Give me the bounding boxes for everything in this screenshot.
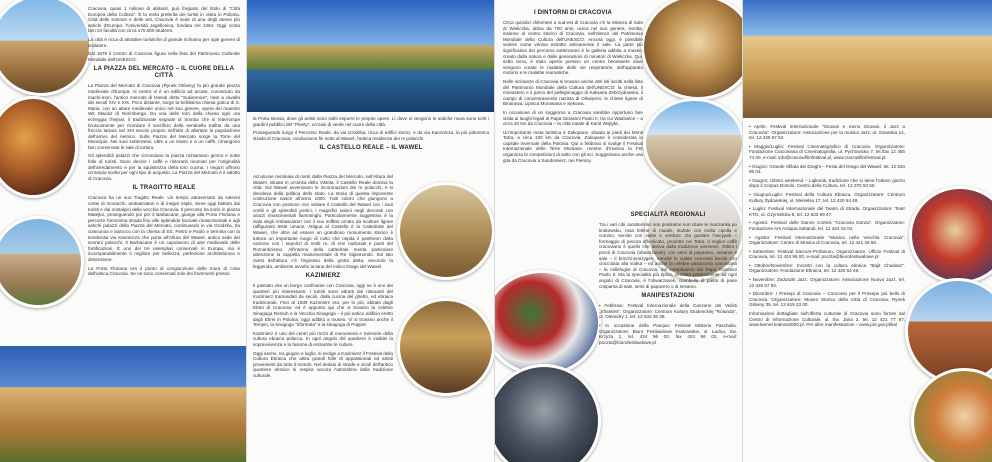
section-heading: SPECIALITÀ REGIONALI bbox=[630, 212, 706, 218]
photo-florian-gate-circle bbox=[0, 216, 84, 308]
page-3 bbox=[494, 0, 743, 462]
paragraph: la Porta stessa, dove gli artisti sono soliti esporre le proprie opere. Lì dove si vengono le antiche mura sono sorti i giardini pubblici del "Planty", un'oasi di verde nel cuore della città. bbox=[253, 116, 489, 127]
paragraph: La città è ricca di attrattive turistiche di grande richiamo per ogni genere di visitatore. bbox=[88, 36, 240, 48]
text-column-page-3-top bbox=[503, 6, 643, 166]
photo-market-square bbox=[743, 0, 992, 118]
paragraph: Il passato vira un borgo confinante con Cracovia, oggi ne è uno dei quartieri più interessanti. I turisti sono attratti dai ristoranti del Kazimierz tramandati da secoli, dalla cucina del ghetto, ed ebraica tradizionale. Fino al 1939 Kazimierz era, per lo più, abitato dagli Ebrei di Cracovia: ed è appunto qui che si trovano la celebre Sinagoga Remuh e la Vecchia Sinagoga – il più antico edificio eretto dagli Ebrei in Polonia, oggi adibito a museo. Vi si trovano anche il Tempio, la sinagoga "riformata" e la sinagoga di Popper. bbox=[253, 283, 393, 328]
event-item: • Febbraio: Festival Internazionale della Canzone dei Velisti „Shanties". Organizzatore: Centrum Kultury Studenckiej "Rotunda", ul. Oleandry 1, tel. 12 633 35 38. bbox=[599, 303, 737, 320]
paragraph: La Piazza del Mercato di Cracovia (Rynek Główny) fa più grande piazza medievale d'Europa. Al centro vi è un edificio ad arcate, conosciuto da machi-mori, l'antico mercato di tessuti detto "Sukiennice", nato a cavallo dei secoli XIV e XIX. Poco distante, sorge la bellissima chiesa gotica di S. Maria, con un altare medievale unico nel suo genere, opera del maestro Wit Stwosz di Norimberga. Da una delle torri della chiesa ogni ora echeggia l'hejnał, il tradizionale segnale di tromba che si interrompe bruscamente per ricordare il sacrificio della sentinella trafitta da una freccia tartara nel XIII secolo proprio nell'atto di allertare la popolazione dell'arrivo del nemico. Sulla Piazza del Mercato sorge la Torre del Municipio. Nei suoi sotterranei, oltre a un teatro e a un caffè, rimangono ben conservate le sale di tortura. bbox=[88, 83, 240, 150]
event-item: Informazioni dettagliate sull'offerta culturale di Cracovia sono fornite dal Centro di Informazione Culturale, ul. Św. Jana 2, tel. 12 421 77 87, www.karnet.krakow2000.pl. Per altre manifestazioni – www.pot.gov.pl/kal bbox=[749, 311, 905, 328]
event-item: • In occasione della Pasqua: Festival Misteria Paschalia. Organizzatore: Biuro Festiwalowe Krakowskie, ul. Ładna, Sw. Krzyża 1, tel. 424 96 00, fax 424 96 02, e-mail: poczta@biurofestiwalowe.pl bbox=[599, 322, 737, 345]
photo-sanctuary-circle bbox=[643, 98, 743, 188]
event-item: • Giugno/Luglio: Festival della Cultura Ebraica. Organizzatore: Centrum Kultury Żydowskiej, ul. Meiselsa 17, tel. 12 430 64 49. bbox=[749, 191, 905, 203]
event-item: • Settembre: Festival Sacrum-Profanum. Organizzatore: Ufficio Festival di Cracovia, tel. 12 424 96 00, e-mail: poczta@biurofestiwalowe.pl bbox=[749, 248, 905, 260]
photo-church-bell-circle bbox=[494, 364, 601, 462]
event-item: • Giugno: Ultimo weekend – Lajkonik, tradizione che si tiene l'ottavo giorno dopo il Corpus Domini. Centro della Cultura, tel. 12 370 50 50. bbox=[749, 177, 905, 189]
paragraph: Kazimierz è uno dei centri più ricchi di monumenti e memorie della cultura ebraica polacca. In ogni angolo del quartiere è visibile la sopravvivenza e la fusione di entrambe le culture. bbox=[253, 330, 393, 348]
event-item: • Ottobre/Novembre: Incontri con la cultura ebraica "Bajit Chadasz". Organizzatore: Fondazione Ebraica, tel. 12 430 64 49. bbox=[749, 262, 905, 274]
photo-salt-mine-circle bbox=[641, 0, 743, 100]
paragraph: Oggi anche, tra giugno e luglio, si svolge a Kazimierz il Festival della Cultura Ebraica che attira grandi folle di appassionati ed artisti provenienti da tutto il mondo. Nel dedalo di strade e vicoli dell'antico quartiere ebraico si respira ancora l'atmosfera della tradizione culturale. bbox=[253, 350, 393, 378]
text-column-page-3-bottom bbox=[599, 208, 737, 348]
event-item: • Agosto: Festival delle Danze Cortesi "Cracovia Danza". Organizzatore: Fondazione Ars Antiqua Saltandi, tel. 12 424 15 04. bbox=[749, 220, 905, 231]
paragraph: Gli splendidi palazzi che circondano la piazza richiamano giorno e notte folle di turisti. Sono decine i caffè e ristoranti rinomati per l'originalità dell'arredamento e per la squisitezza della loro cucina. I negozi offrono un'ampia scelta per ogni tipo di acquisto. La Piazza del Mercato è il salotto di Cracovia. bbox=[88, 153, 240, 181]
paragraph: Nelle vicinanze di Cracovia si trovano anche altri siti iscritti nella lista del Patrimonio Mondiale della Cultura dell'UNESCO: la chiesa, il monastero e il parco del pellegrinaggio di Kalwaria Zebrzydowska, il campo di concentramento nazista di Oświęcim; le chiese lignee di Binarowa, Lipnica Murowana e Sękowa. bbox=[503, 78, 643, 107]
photo-wawel-river bbox=[247, 0, 495, 112]
event-item: • Agosto: Festival Internazionale "Musica nella Vecchia Cracovia". Organizzatore: Centro di Musica di Cracovia, tel. 12 421 45 66. bbox=[749, 234, 905, 246]
photo-nativity-cribs-circle bbox=[494, 270, 601, 376]
photo-theatre-building bbox=[0, 346, 246, 462]
paragraph: Cracovia, quasi 1 milione di abitanti, può fregiarsi del titolo di "Città Europea della Cultura". È la meta preferita dei turisti in visita in Polonia. Città delle scienze e delle arti, Cracovia è sede di una degli atenei più antichi d'Europa: l'Università Jagellonica, fondata nel 1364. Oggi conta ben 24 facoltà con circa 170.000 studenti. bbox=[88, 6, 240, 34]
paragraph: Cracovia ha un suo Tragitto Reale. Un tempo attraversato da solenni cortei di monarchi, ambasciatori e di insigni ospiti, viene oggi battuto dai turisti e dai nostalgici della vecchia Cracovia. Il percorso ha inizio in piazza Matejko, proseguendo poi per il Barbacane, giunge alla Porta Floriana e percorre l'omonima strada fino alle splendide facciate rinascimentali e agli antichi palazzi della Piazza del Mercato, continuando in via Grodzka, tra ciascunoa e barocco con la chiesa di SS. Pietro e Paolo e termina con la tenebrosa via Kanonicza che porta all'Altura del Wawel, antica sede dei sovrani polacchi. Il Barbacane è un capolavoro di arte medievale delle fortificazioni. È uno dei tre esemplari conservati in Europa, ma è incomparabilmente il migliore per bellezza, perfezione architettonica e dimensione. bbox=[88, 195, 240, 262]
paragraph: Circa quindici chilometri a sud-est di Cracovia c'è la Miniera di Sale di Wieliczka, attiva da 700 anni, unica nel suo genere, iscritta, insieme al centro storico di Cracovia, nell'elenco del Patrimonio Mondiale della Cultura dell'UNESCO. Ancora oggi, è possibile vedere come veniva estratto anticamente il sale. La parte più significativa del percorso sotterraneo è la galleria adibita a museo, creato dalla natura e dalle generazioni di minatori di Wieliczka. Qui, sotto terra, è stato aperto persino un centro benessere dove vengono curate le malattie delle vie respiratorie, dell'apparato motorio e le malattie reumatiche. bbox=[503, 20, 643, 76]
photo-cathedral-detail-circle bbox=[397, 298, 495, 396]
text-column-page-4 bbox=[749, 124, 905, 331]
paragraph: Tra i vari cibi caratteristici non possiamo non citare le maczanka po krakowsku, rosa fettine di maiale, stufate con molta cipolla e comino, servite con salse e verdure. Da gustare l'oscypek – formaggio di pecora affumicato, prodotto nei Tatra. Il miglior caffè cracoviano è quello che deriva dalla tradizione viennese. Ottimi i precli di Cracovia (obwarzanek), con semi di papavero, sesamo e sale – il bricchi-proizygen, nonché le cialde croccanti farcite con cioccolata alla vodka – ed anche la celebre pasticceria cracoviana – la millefoglie di Cracovia, del compleanno del Papa Giovanni Paolo II. Ma la specialità più tipica, venduta praticamente ad ogni angolo di Cracovia, è l'obwarzanek, ciambella di pasta di pane cosparsa di sale, semi di papavero o di sesamo. bbox=[599, 222, 737, 289]
page-1 bbox=[0, 0, 246, 462]
photo-folk-costume-circle bbox=[911, 368, 992, 462]
event-item: • Luglio: Festival Internazionale del Teatro di Strada. Organizzatore: Teatr KTO, ul. Gzymsików 8, tel. 12 633 89 47. bbox=[749, 206, 905, 217]
section-heading: IL TRAGITTO REALE bbox=[132, 185, 196, 192]
page-2 bbox=[246, 0, 495, 462]
section-heading: I DINTORNI DI CRACOVIA bbox=[534, 10, 612, 16]
photo-cloth-hall-circle bbox=[0, 0, 92, 96]
section-heading: IL CASTELLO REALE – IL WAWEL bbox=[319, 145, 423, 152]
paragraph: Ad alcune centinaia di metri dalla Piazza del Mercato, sull'Altura del Wawel, situato in un'ansa della Vistola, il Castello Reale domina la città. Sul Wawel avvenivano le incoronazioni dei re polacchi, e si decideva della politica dello stato. La storia di questa imponente costruzione nasce all'anno 1000. Tutti coloro che giungono a Cracovia non possono non visitare il Castello del Wawel con i suoi cortili e gli splendidi portici, i magnifici saloni negli decorati con arazzi rinascimentali fiamminghi. Particolarmente suggestiva è la Sala degli Ambasciatori con il suo soffitto ornato da sculture lignee raffiguranti teste umane. Attigua al Castello è la Cattedrale del Wawel, che oltre ad essere un grandioso monumento storico è tuttora un importante luogo di culto che ospita il pantheon della nazione con i sepolcri di molti re, di eroi nazionali e poeti del Romanticismo. All'interno della cattedrale merita particolare attenzione la cappella rinascimentale di Re Sigismondo. Sul lato ovest dell'altura c'è l'ingresso della grotta detta, secondo la leggenda, ambiente avvolto la tana del mitico Drago del Wawel. bbox=[253, 174, 393, 269]
section-heading: LA PIAZZA DEL MERCATO – IL CUORE DELLA CITTÀ bbox=[93, 66, 235, 80]
event-item: • Novembre: Zaduszki Jazz. Organizzatore: Associazione Nuovo Jazz, tel. 12 429 57 53. bbox=[749, 277, 905, 288]
paragraph: Un'importante meta turistica è Zakopane, situata ai piedi dei Monti Tatra, a circa 100 km da Cracovia. Zakopane è considerata la capitale invernale della Polonia. Qui a febbraio si svolge il Festival Internazionale delle Terre Montane, mentre d'inverno la FIS organizza le competizioni di salto con gli sci. Suggeriamo anche una gita da Cracovia a Sandomierz, nei Pieniny. bbox=[503, 129, 643, 163]
paragraph: La Porta Floriana era il punto di congiunzione delle mura di cinta dell'antica Cracovia. Se ne sono conservati solo dei frammenti presso bbox=[88, 265, 240, 277]
photo-barbican-circle bbox=[905, 278, 992, 384]
section-heading: MANIFESTAZIONI bbox=[641, 293, 695, 300]
event-item: • Maggio/Luglio: Festival Cinematografico di Cracovia. Organizzatore: Fondazione Cracoviana di Cinematografia, ul. Pychowicka 7, tel./fax 12 455 74 00, e-mail: info@cracowfilmfestival.pl, www.cracowfilmfestival.pl bbox=[749, 143, 905, 160]
text-column-page-2 bbox=[253, 116, 489, 155]
event-item: • Dicembre: I Presepi di Cracovia – Concorso per il Presepe più bello di Cracovia. Organizzatore: Museo Storico della Città di Cracovia, Rynek Główny 35, tel. 12 619 23 00. bbox=[749, 291, 905, 308]
paragraph: Proseguendo lungo il Percorso Reale, da via Grodzka, ricca di edifici storici, e da via Kanonicza, la più pittoresca strada di Cracovia, conduciamo fin sotto al Wawel, l'antica residenza dei re polacchi. bbox=[253, 130, 489, 141]
photo-mariacki-interior-circle bbox=[0, 96, 78, 198]
paragraph: In occasione di un soggiorno a Cracovia sarebbe opportuno fare visita ai luoghi legati al Papa Giovanni Paolo II, tra cui Wadowice – a circa 40 km da Cracovia – la città natale di Karol Wojtyła. bbox=[503, 109, 643, 127]
photo-courtyard-circle bbox=[397, 182, 495, 280]
photo-folk-dancers-circle bbox=[909, 186, 992, 284]
text-column-page-1 bbox=[88, 6, 240, 280]
section-heading: KAZIMIERZ bbox=[305, 273, 341, 280]
page-4 bbox=[742, 0, 992, 462]
paragraph: Dal 1978 il Centro di Cracovia figura nella lista del Patrimonio Culturale Mondiale dell'UNESCO. bbox=[88, 51, 240, 62]
event-item: • Aprile: Festival Internazionale "Giovani e meno Giovani, il Jazz a Cracovia". Organizzatore: Associazione per la musica Jazz, ul. Szewska 14, tel. 12 429 57 53. bbox=[749, 124, 905, 141]
event-item: • Giugno: Grande Sfilata dei Draghi – Festa del Drago del Wawel, tel. 12 633 96 04. bbox=[749, 163, 905, 175]
text-column-page-2-narrow bbox=[253, 174, 393, 382]
